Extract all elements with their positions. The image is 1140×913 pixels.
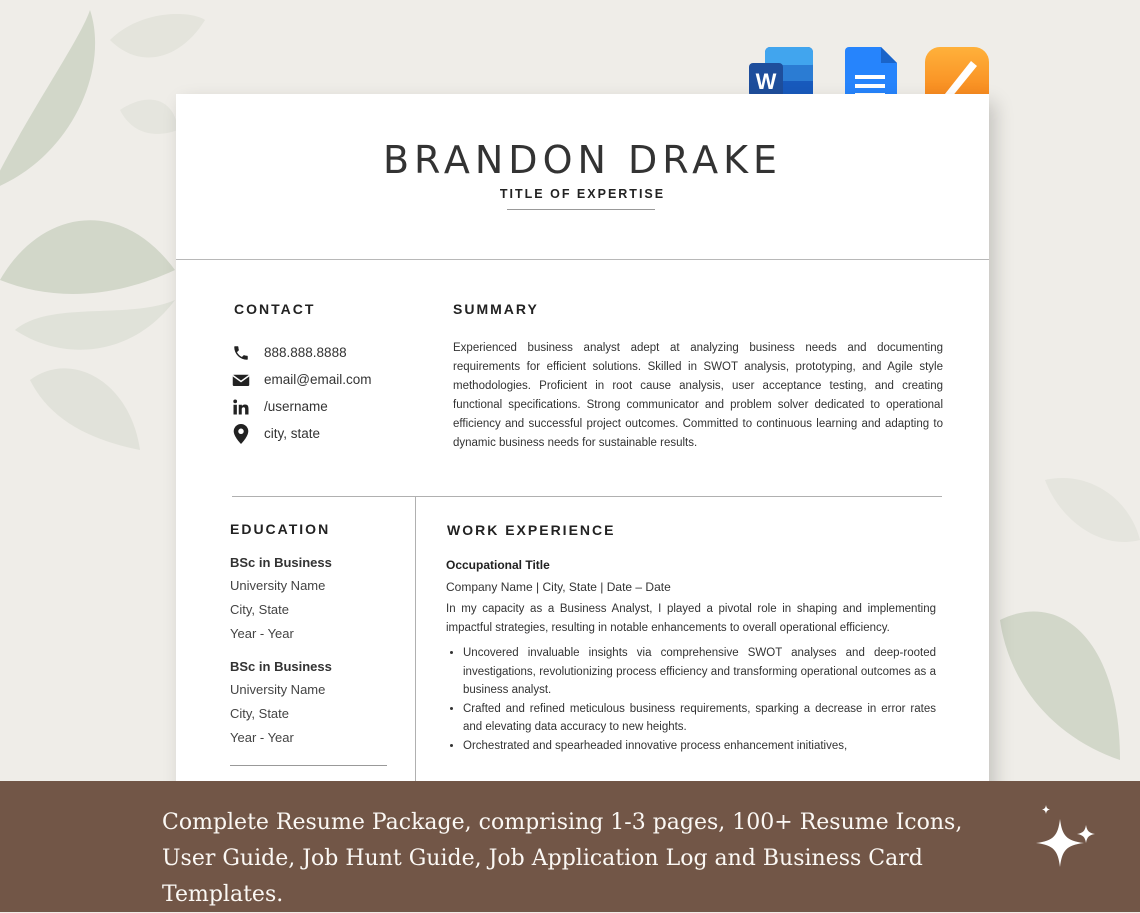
education-school: University Name (230, 682, 326, 697)
resume-title: TITLE OF EXPERTISE (499, 187, 666, 201)
achievement-bullet: • Uncovered invaluable insights via comprehensive SWOT analyses and deep-rooted investigations, revolutionizing process efficiency and transforming operational outcomes as a business analyst. (463, 644, 936, 700)
education-list (230, 552, 400, 750)
work-entry (446, 558, 936, 756)
email-icon (230, 371, 252, 389)
education-years: Year - Year (230, 730, 294, 745)
summary-heading: SUMMARY (453, 301, 539, 317)
linkedin-text: /username (264, 399, 328, 414)
education-school: University Name (230, 578, 326, 593)
work-heading: WORK EXPERIENCE (447, 522, 616, 538)
promo-banner (0, 781, 1140, 912)
email-text: email@email.com (264, 372, 372, 387)
occupation-title: Occupational Title (446, 558, 550, 572)
location-pin-icon (230, 425, 252, 443)
education-degree: BSc in Business (230, 659, 332, 674)
education-location: City, State (230, 706, 290, 721)
contact-email (230, 366, 371, 393)
column-divider (415, 496, 416, 794)
job-description: In my capacity as a Business Analyst, I played a pivotal role in shaping and implementing impactful strategies, resulting in notable enhancements to overall operational efficiency. (446, 603, 936, 634)
contact-list (230, 339, 371, 447)
education-years: Year - Year (230, 626, 294, 641)
achievement-bullet: • Orchestrated and spearheaded innovative process enhancement initiatives, (463, 737, 936, 756)
summary-text: Experienced business analyst adept at analyzing business needs and documenting requirements for efficient solutions. Skilled in SWOT analysis, prototyping, and Agile style methodologies. Proficient in root cause analysis, user acceptance testing, and creating functional specifications. Strong communicator and problem solver dedicated to operational efficiency and successful project outcomes. Committed to continuous learning and adapting to dynamic business needs for sustainable results. (453, 342, 943, 449)
header-divider (176, 259, 989, 260)
location-text: city, state (264, 426, 321, 441)
company-line: Company Name | City, State | Date – Date (446, 580, 671, 594)
education-location: City, State (230, 602, 290, 617)
resume-name: BRANDON DRAKE (382, 138, 783, 182)
phone-icon (230, 344, 252, 362)
education-divider (230, 765, 387, 766)
contact-heading: CONTACT (234, 301, 316, 317)
contact-location (230, 420, 371, 447)
achievement-list (446, 644, 936, 756)
resume-page (176, 94, 989, 794)
contact-linkedin (230, 393, 371, 420)
contact-phone (230, 339, 371, 366)
title-underline (507, 209, 655, 210)
achievement-bullet: • Crafted and refined meticulous business requirements, sparking a decrease in error rates and elevating data accuracy to new heights. (463, 700, 936, 737)
phone-text: 888.888.8888 (264, 345, 347, 360)
word-glyph: W (755, 69, 777, 94)
promo-text: Complete Resume Package, comprising 1-3 pages, 100+ Resume Icons, User Guide, Job Hunt Guide, Job Application Log and Business Card Templates. (162, 810, 963, 907)
section-divider (232, 496, 942, 497)
education-heading: EDUCATION (230, 521, 331, 537)
education-degree: BSc in Business (230, 555, 332, 570)
linkedin-icon (230, 398, 252, 416)
sparkle-icon (1032, 805, 1102, 875)
